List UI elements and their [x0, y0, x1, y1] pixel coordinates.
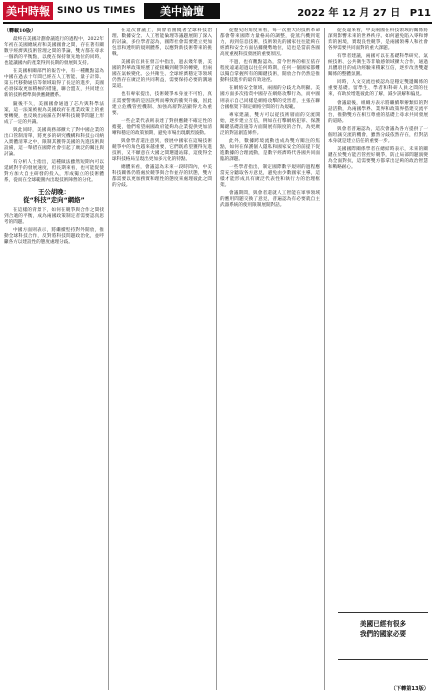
continuation-tag: （轉載10版） [4, 28, 36, 34]
paragraph: 與會學者還注意到，發展中國家在這場技術競爭中的角色越來越重要，它們既希望獲得先進技術，又不願意在大國之間選邊站隊，這使得全球科技格局呈現出更加多元化的特點。 [112, 138, 212, 162]
paragraph: 最終在美國計劃會議進行的過程中，2022年年初在美國總統府和美國國會之間，存在著有關數字經濟與技術管理之間的爭論，雙方都在尋求一個新的平衡點，以便在保持領先地位的同時，也能讓國內的產業得到長期的發展與支持。 [4, 37, 104, 67]
paragraph: 專家建議，雙方可以從技術層面的交流開始，逐步建立互信，例如在打擊網絡犯罪、保護關鍵基礎設施等方面開展有限度的合作，為更廣泛的對話創造條件。 [220, 112, 320, 136]
paragraph: 美國前官員在發言中指出，過去幾年裏，美國的對華政策經歷了從接觸到競爭的轉變，但兩國在氣候變化、公共衛生、全球經濟穩定等領域仍然存在廣泛的共同利益，需要保持必要的溝通渠道。 [112, 60, 212, 90]
column-divider [108, 28, 109, 690]
paragraph: 在這次會議上，與會者圍繞著全球科技治理、數據安全、人工智能倫理等議題展開了深入的討論，多位學者認為，國際社會需要建立更加包容和透明的規則體系，以應對新技術帶來的挑戰。 [112, 28, 212, 58]
paragraph: 隨後不久，美國國會通過了芯片與科學法案，這一法案被視為美國政府在產業政策上的重要轉變，也反映出兩黨在對華科技競爭問題上形成了一定的共識。 [4, 101, 104, 125]
paragraph: 也有專家提出，技術競爭本身並不可怕，真正需要警惕的是因誤判而導致的衝突升級，因此建立危機管控機制、加強高層對話顯得尤為重要。 [112, 92, 212, 116]
paragraph: 同時，人文交流也被認為是穩定雙邊關係的重要基礎。留學生、學者和科研人員之間的往來，有助於增進彼此的了解，減少誤解和偏見。 [328, 80, 428, 98]
paragraph: 從長遠來看，中美兩國在科技領域的關係將深刻影響未來的世界秩序。如何避免陷入零和博弈的困境，實現良性競爭，是兩國領導人和社會各界需要共同面對的重大課題。 [328, 28, 428, 52]
dateline [297, 4, 431, 19]
logo-english: SINO US TIMES [57, 6, 136, 16]
column-divider [324, 28, 325, 690]
subheading-line: 王公胡晚： [38, 188, 70, 197]
paragraph: 在美國相關部門的報告中，有一種觀點認為中國在過去十年間已經在人工智能、量子計算、第五代移動通信等領域取得了長足的進步，美國必須採取更加積極的措施，聯合盟友，共同建立新的技術標準與供應鏈體系。 [4, 69, 104, 99]
paragraph: 中國方面則表示，將繼續堅持對外開放，推動全球科技合作，反對將科技問題政治化，並呼籲各方以建設性的態度處理分歧。 [4, 228, 104, 246]
paragraph: 會議期間，與會者還就人工智能在軍事領域的應用問題交換了意見，普遍認為有必要就自主武器系統的使用限制展開對話。 [220, 191, 320, 209]
paragraph: 總體來看，會議認為未來一段時間內，中美科技關係仍將處於競爭與合作並存的狀態，雙方都需要以更加務實和理性的態度來處理彼此之間的分歧。 [112, 164, 212, 189]
article-body [4, 28, 431, 690]
article-column-3 [220, 28, 320, 690]
section-title: 美中論壇 [144, 3, 220, 19]
continued-note: （下轉第13版） [390, 686, 429, 692]
logo-chinese: 美中時報 [3, 2, 53, 20]
article-column-4 [328, 28, 428, 690]
paragraph: 不過，也有觀點認為，當今世界的相互依存程度遠遠超過以往任何時期，任何一個國家都難以獨自掌握所有的關鍵技術，開放合作仍然是推動科技進步的最有效途徑。 [220, 60, 320, 84]
paragraph: 與此同時，美國商務部擴大了對中國企業的出口管制清單，將更多的研究機構和科技公司納入實體清單之中，限制其獲得美國的先進技術與設備，這一舉措在國際社會引起了廣泛的關注與討論。 [4, 127, 104, 157]
paragraph: 在這樣的背景下，如何在競爭與合作之間找到合適的平衡，成為兩國政策制定者需要認真思考的問題。 [4, 208, 104, 226]
article-column-2 [112, 28, 212, 690]
paragraph: 一些企業代表則表達了對供應鏈不確定性的擔憂，他們希望兩國政府能夠為企業提供更加清晰和穩定的政策預期，避免市場出現劇烈波動。 [112, 118, 212, 136]
page-number: P11 [409, 8, 431, 19]
paragraph: 有分析人士指出，這種做法雖然短期內可以延緩對手的發展速度，但長期來看，也可能促使對方加大自主研發的投入，形成獨立的技術體系，從而在全球範圍內出現技術陣營的分化。 [4, 159, 104, 184]
paragraph: 會議最後，組織方表示將繼續舉辦類似的對話活動，為兩國學界、業界和政策界搭建交流平台，推動雙方在相互尊重的基礎上尋求共同發展的道路。 [328, 100, 428, 124]
subheading-line: 從“科技”走向“網絡” [23, 196, 85, 205]
issue-date: 2022 年 12 月 27 日 [297, 8, 401, 19]
paragraph: 一些學者指出，制定國際數字規則的過程應當充分聽取各方意見，避免由少數國家主導，這樣才能形成具有廣泛代表性和執行力的治理框架。 [220, 164, 320, 189]
newspaper-logo [3, 3, 136, 19]
masthead-rule [3, 22, 432, 24]
paragraph: 從歷史的角度來看，每一次重大的技術革命都會帶來國際力量格局的調整，從蒸汽機到電力，再到信息技術，技術領先的國家往往能夠在經濟和安全方面佔據優勢地位，這也是當前各國高度重視科技發展的重要原因。 [220, 28, 320, 58]
subheading [4, 188, 104, 204]
paragraph: 在網絡安全領域，兩國的分歧尤為明顯。美國方面多次指責中國存在網絡攻擊行為，而中國則表示自己同樣是網絡攻擊的受害者，主張在聯合國框架下制定網絡空間的行為規範。 [220, 86, 320, 110]
column-divider [216, 28, 217, 690]
paragraph: 與會者普遍認為，這次會議為各方提供了一個坦誠交流的機會，雖然分歧依然存在，但對話本身就是建立信任的重要一步。 [328, 126, 428, 144]
pull-quote-box [338, 612, 428, 660]
paragraph: 美國國際關係學者在總結時表示，未來的關鍵在於雙方能否管控好競爭，防止局部問題演變為全面對抗，這需要雙方都拿出足夠的政治智慧和戰略耐心。 [328, 146, 428, 170]
paragraph: 有學者建議，兩國可以在基礎科學研究、氣候技術、公共衛生等非敏感領域擴大合作，通過具體項目的成功經驗來積累互信，逐步改善雙邊關係的整體氛圍。 [328, 54, 428, 78]
masthead [0, 0, 435, 22]
paragraph: 此外，數據跨境流動也成為雙方關注的焦點，如何在保護個人隱私和國家安全的前提下促進數據的合理流動，是數字經濟時代各國共同面臨的課題。 [220, 138, 320, 162]
pull-quote-line: 美國已經有很多 [359, 620, 407, 628]
pull-quote-line: 我們的國家必要 [359, 630, 407, 638]
article-column-1 [4, 28, 104, 690]
